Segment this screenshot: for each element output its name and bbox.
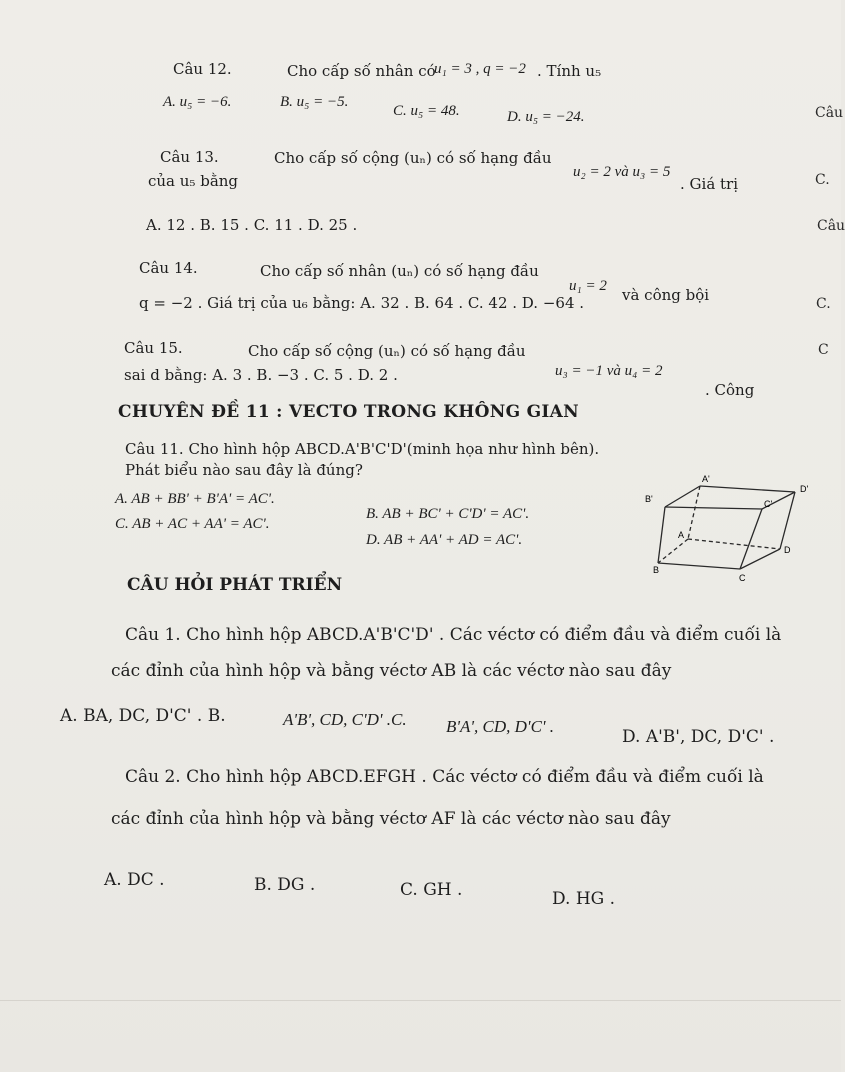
- label-a-prime: A': [702, 474, 710, 484]
- label-b-prime: B': [645, 494, 653, 504]
- q15-tail: . Công: [705, 381, 755, 399]
- c2-option-c: C. GH .: [400, 880, 463, 900]
- q12-text: Cho cấp số nhân có: [287, 62, 436, 80]
- edge-fragment-4: C.: [816, 296, 831, 312]
- q13-given: u₂ = 2 và u₃ = 5: [573, 164, 671, 180]
- label-d-prime: D': [800, 484, 809, 494]
- q13-head: Câu 13.: [160, 148, 219, 166]
- c1-line2: các đỉnh của hình hộp và bằng véctơ AB là các véctơ nào sau đây: [111, 661, 672, 681]
- q13-options: A. 12 . B. 15 . C. 11 . D. 25 .: [146, 216, 358, 234]
- q12-option-c: C. u₅ = 48.: [393, 103, 460, 119]
- q14-head: Câu 14.: [139, 259, 198, 277]
- q15-line2: sai d bằng: A. 3 . B. −3 . C. 5 . D. 2 .: [124, 366, 398, 384]
- label-c: C: [739, 573, 746, 583]
- edge-fragment-2: C.: [815, 172, 830, 188]
- label-d: D: [784, 545, 791, 555]
- c1-line1: Câu 1. Cho hình hộp ABCD.A'B'C'D' . Các véctơ có điểm đầu và điểm cuối là: [125, 625, 782, 645]
- q11-option-c: C. AB + AC + AA' = AC'.: [115, 516, 270, 532]
- q14-line2: q = −2 . Giá trị của u₆ bằng: A. 32 . B. 64 . C. 42 . D. −64 .: [139, 294, 585, 312]
- section-title-vecto: CHUYÊN ĐỀ 11 : VECTO TRONG KHÔNG GIAN: [118, 402, 580, 422]
- q12-head: Câu 12.: [173, 60, 232, 78]
- label-a: A: [678, 530, 685, 540]
- q14-text: Cho cấp số nhân (uₙ) có số hạng đầu: [260, 262, 539, 280]
- c1-option-b: A'B', CD, C'D' .C.: [283, 710, 407, 729]
- page-fold-line: [0, 1000, 841, 1001]
- q15-given: u₃ = −1 và u₄ = 2: [555, 363, 663, 379]
- q14-given: u₁ = 2: [569, 278, 607, 294]
- edge-fragment-3: Câu: [817, 218, 845, 234]
- q11-option-a: A. AB + BB' + B'A' = AC'.: [115, 491, 275, 507]
- q11-option-d: D. AB + AA' + AD = AC'.: [366, 532, 523, 548]
- edge-fragment-5: C: [818, 342, 829, 358]
- box-figure: [640, 472, 830, 587]
- c2-line1: Câu 2. Cho hình hộp ABCD.EFGH . Các véctơ có điểm đầu và điểm cuối là: [125, 767, 764, 787]
- edge-fragment-1: Câu: [815, 105, 844, 121]
- q12-option-d: D. u₅ = −24.: [507, 109, 585, 125]
- q15-head: Câu 15.: [124, 339, 183, 357]
- q12-option-a: A. u₅ = −6.: [163, 94, 232, 110]
- label-c-prime: C': [764, 499, 773, 509]
- c2-option-b: B. DG .: [254, 875, 316, 895]
- q12-ask: . Tính u₅: [537, 62, 602, 80]
- q11-line1: Câu 11. Cho hình hộp ABCD.A'B'C'D'(minh họa như hình bên).: [125, 440, 600, 458]
- label-b: B: [653, 565, 660, 575]
- section-title-development: CÂU HỎI PHÁT TRIỂN: [127, 575, 343, 595]
- q13-line2: của u₅ bằng: [148, 172, 239, 190]
- q11-line2: Phát biểu nào sau đây là đúng?: [125, 461, 363, 479]
- c1-option-d: D. A'B', DC, D'C' .: [622, 727, 775, 747]
- q13-text: Cho cấp số cộng (uₙ) có số hạng đầu: [274, 149, 552, 167]
- c1-option-c: B'A', CD, D'C' .: [446, 717, 555, 736]
- q14-tail: và công bội: [622, 286, 710, 304]
- q13-ask: . Giá trị: [680, 175, 739, 193]
- c2-line2: các đỉnh của hình hộp và bằng véctơ AF là các véctơ nào sau đây: [111, 809, 671, 829]
- c2-option-a: A. DC .: [104, 870, 165, 890]
- c2-option-d: D. HG .: [552, 889, 616, 909]
- q11-option-b: B. AB + BC' + C'D' = AC'.: [366, 506, 530, 522]
- q12-option-b: B. u₅ = −5.: [280, 94, 349, 110]
- q15-text: Cho cấp số cộng (uₙ) có số hạng đầu: [248, 342, 526, 360]
- q12-given: u₁ = 3 , q = −2: [434, 61, 526, 77]
- c1-option-a: A. BA, DC, D'C' . B.: [60, 706, 226, 726]
